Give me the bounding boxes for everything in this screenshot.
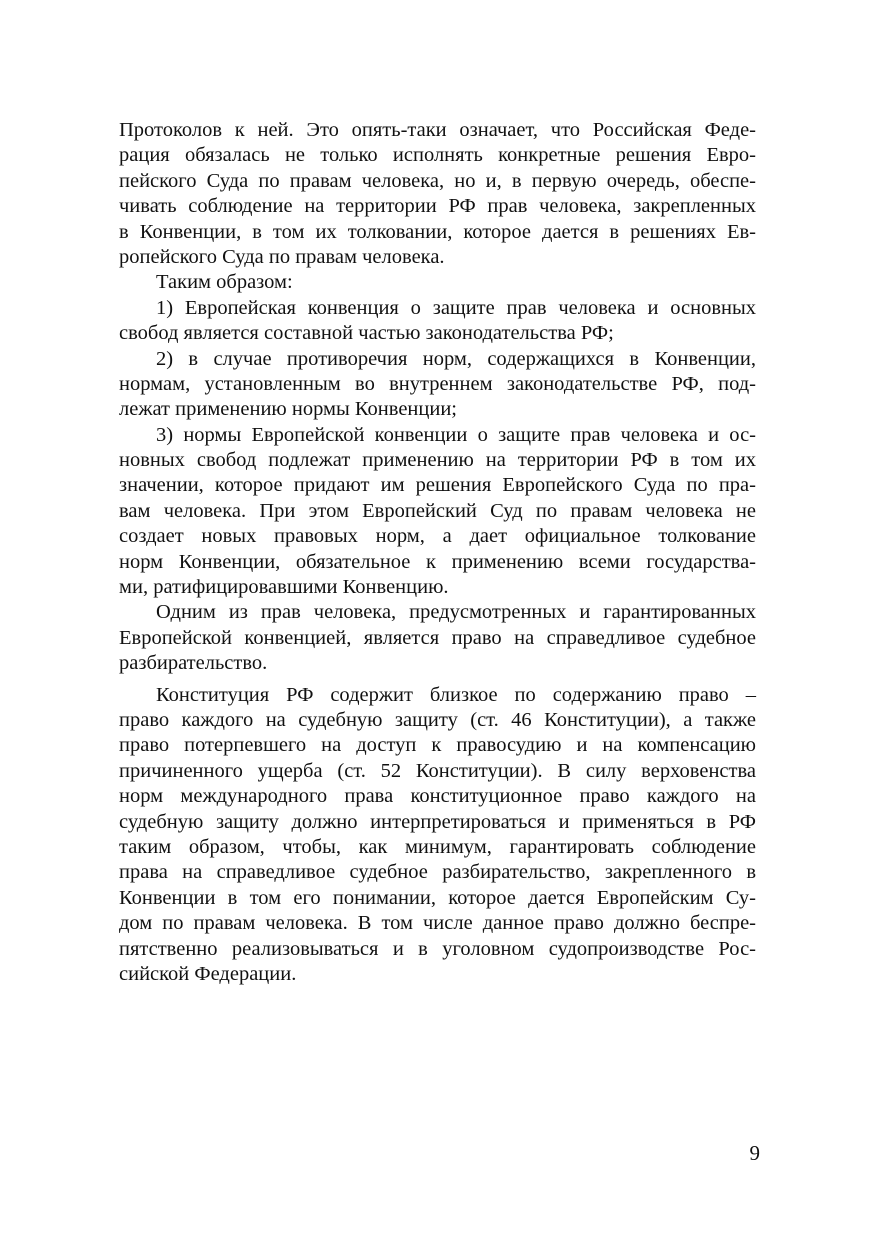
- text-line: рация обязалась не только исполнять конкретные решения Евро-: [119, 144, 756, 167]
- page-number: 9: [749, 1141, 760, 1165]
- text-line: чивать соблюдение на территории РФ прав человека, закрепленных: [119, 195, 756, 218]
- text-line: Одним из прав человека, предусмотренных и гарантированных: [156, 601, 756, 624]
- text-line: Европейской конвенцией, является право на справедливое судебное: [119, 626, 756, 649]
- text-line: создает новых правовых норм, а дает официальное толкование: [119, 525, 756, 548]
- text-line: судебную защиту должно интерпретироваться и применяться в РФ: [119, 810, 756, 833]
- text-line: 1) Европейская конвенция о защите прав человека и основных: [156, 296, 756, 319]
- text-line: Таким образом:: [156, 271, 293, 294]
- paragraph-thus: [119, 270, 756, 295]
- list-item-1: [119, 296, 756, 347]
- body-text: [119, 118, 756, 987]
- text-line: новных свобод подлежат применению на территории РФ в том их: [119, 449, 756, 472]
- text-line: Протоколов к ней. Это опять-таки означает, что Российская Феде-: [119, 119, 756, 141]
- text-line: норм Конвенции, обязательное к применению всеми государства-: [119, 550, 756, 573]
- text-line: право каждого на судебную защиту (ст. 46 Конституции), а также: [119, 708, 756, 731]
- text-line: 2) в случае противоречия норм, содержащихся в Конвенции,: [156, 347, 756, 370]
- text-line: значении, которое придают им решения Европейского Суда по пра-: [119, 474, 756, 497]
- text-line: ми, ратифицировавшими Конвенцию.: [119, 576, 449, 599]
- text-line: Конституция РФ содержит близкое по содержанию право –: [156, 683, 756, 706]
- list-item-3: [119, 423, 756, 601]
- text-line: разбирательство.: [119, 652, 268, 675]
- text-line: 3) нормы Европейской конвенции о защите прав человека и ос-: [156, 423, 756, 446]
- text-line: пятственно реализовываться и в уголовном судопроизводстве Рос-: [119, 937, 756, 960]
- text-line: право потерпевшего на доступ к правосудию и на компенсацию: [119, 734, 756, 757]
- text-line: ропейского Суда по правам человека.: [119, 245, 445, 268]
- text-line: права на справедливое судебное разбирательство, закрепленного в: [119, 861, 756, 884]
- text-line: в Конвенции, в том их толковании, которое дается в решениях Ев-: [119, 220, 756, 243]
- paragraph-continuation: [119, 118, 756, 270]
- text-line: причиненного ущерба (ст. 52 Конституции). В силу верховенства: [119, 759, 756, 782]
- list-item-2: [119, 347, 756, 423]
- text-line: Конвенции в том его понимании, которое дается Европейским Су-: [119, 886, 756, 909]
- text-line: нормам, установленным во внутреннем законодательстве РФ, под-: [119, 372, 756, 395]
- text-line: вам человека. При этом Европейский Суд по правам человека не: [119, 499, 756, 522]
- paragraph-constitution: [119, 683, 756, 988]
- text-line: норм международного права конституционное право каждого на: [119, 785, 756, 808]
- paragraph-fair-trial: [119, 600, 756, 676]
- text-line: лежат применению нормы Конвенции;: [119, 398, 457, 421]
- text-line: таким образом, чтобы, как минимум, гарантировать соблюдение: [119, 835, 756, 858]
- text-line: свобод является составной частью законодательства РФ;: [119, 322, 614, 345]
- text-line: пейского Суда по правам человека, но и, в первую очередь, обеспе-: [119, 169, 756, 192]
- text-line: дом по правам человека. В том числе данное право должно беспре-: [119, 912, 756, 935]
- text-line: сийской Федерации.: [119, 962, 297, 985]
